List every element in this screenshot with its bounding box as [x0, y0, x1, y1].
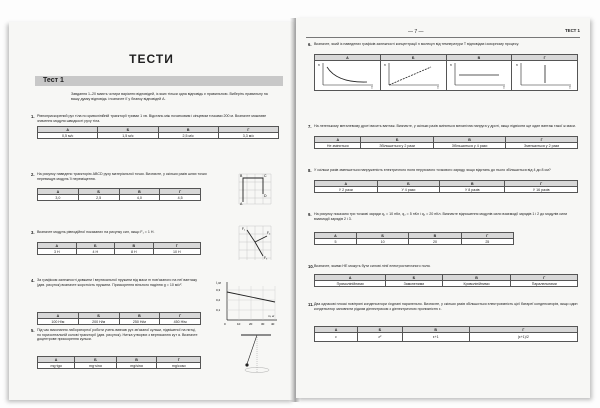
question-number: 5. [31, 328, 35, 333]
option-header: Б [76, 243, 115, 249]
answer-cell: 20 [409, 239, 461, 245]
option-header: А [315, 327, 358, 333]
option-header: В [115, 243, 154, 249]
question-number: 2. [31, 172, 35, 177]
spring-graph [215, 278, 281, 328]
option-header: А [315, 137, 361, 143]
answer-table [314, 180, 578, 193]
answer-table [314, 136, 578, 149]
question-text: На рисунку показано три точкові заряди q₁ = 10 нКл, q₂ = 5 нКл і q₃ = 20 нКл. Визначте відношення модулів сили взаємодії зарядів 1 і 2 до модулів сили взаємодії зарядів 2 і 3. [314, 212, 568, 221]
axis-label: T [437, 86, 440, 89]
answer-cell: У 4 рази [377, 187, 440, 193]
answer-cell: ε+1 [402, 333, 469, 342]
page-number: — 7 — [408, 29, 424, 35]
option-header: В [440, 181, 505, 187]
graph-d [515, 61, 575, 89]
question-text: Під час виконання лабораторної роботи учень вивчав рух зв'язаної кульки, підвішеної на нитці, по горизонтальній колові траєкторії (див. рисунок). Нитка утворює з вертикаллю кут α. Визначте доцентрове прискорення кульки. [37, 328, 198, 342]
answer-cell: 4,0 [119, 195, 160, 201]
axis-label: n [384, 63, 386, 67]
axis-label: n [449, 63, 452, 67]
answer-cell: 0,5 м/с [38, 133, 98, 139]
tick-label: 0,2 [216, 298, 221, 302]
test-label: Тест 1 [43, 77, 64, 84]
answer-table [37, 312, 201, 325]
answer-cell: 250 Н/м [119, 319, 160, 325]
answer-cell: Зменшиться у 2 рази [506, 143, 578, 149]
option-header: Г [505, 181, 578, 187]
option-header: Б [361, 137, 433, 143]
answer-cell: mg/sinα [116, 363, 157, 369]
question-number: 9. [308, 212, 312, 217]
option-header: Б [380, 55, 446, 61]
option-header: Б [98, 127, 158, 133]
option-header: Б [356, 233, 408, 239]
answer-cell: mg/cosα [157, 363, 201, 369]
answer-cell: 4,5 [160, 195, 201, 201]
answer-cell: 3 Н [38, 249, 77, 255]
answer-cell: Не зміниться [315, 143, 361, 149]
option-header: В [116, 357, 157, 363]
answer-table [37, 242, 201, 255]
question-text: Два однакові плоскі повітряні конденсатори з'єднані паралельно. Визначте, у скільки разів збільшиться електроємність цієї батареї конденсаторів, якщо один конденсатор заповнити рідким діелектриком з діелектричною проникністю ε. [314, 302, 578, 311]
answer-cell: 1,5 м/с [98, 133, 158, 139]
answer-cell: ε² [358, 333, 403, 342]
question-text: На рисунку наведено траєкторію ABCD руху матеріальної точки. Визначте, у скільки разів шлях точки перевищує модуль її переміщення. [37, 172, 207, 181]
tick-label: 20 [249, 322, 253, 326]
tick-label: 0 [224, 322, 226, 326]
option-header: В [446, 55, 512, 61]
answer-cell: 5 [315, 239, 357, 245]
option-header: В [119, 189, 160, 195]
option-header: Г [512, 55, 578, 61]
option-header: Г [160, 189, 201, 195]
axis-label: T [371, 86, 374, 89]
option-header: В [433, 137, 505, 143]
tick-label: 30 [261, 322, 265, 326]
answer-table [314, 274, 578, 287]
axis-label: T [568, 86, 571, 89]
answer-cell: Замкненими [386, 281, 442, 287]
answer-cell: Збільшиться у 2 рази [361, 143, 433, 149]
tick-label: 10 [237, 322, 241, 326]
question-number: 1. [31, 114, 35, 119]
answer-cell: Прямолінійними [315, 281, 386, 287]
answer-cell: У 16 разів [505, 187, 578, 193]
forces-figure [237, 224, 275, 262]
option-header: А [38, 127, 98, 133]
option-header: В [402, 327, 469, 333]
point-label: D [264, 194, 267, 198]
option-header: В [119, 313, 160, 319]
question-text: У скільки разів зменшиться напруженість електричного поля нерухомого точкового заряду, якщо відстань до нього збільшиться від 4 до 8 см? [314, 168, 551, 172]
answer-cell: (ε+1)/2 [469, 333, 577, 342]
force-label: F₃ [264, 256, 268, 260]
answer-cell: Паралельними [511, 281, 578, 287]
point-label: B [240, 174, 243, 178]
answer-table [37, 126, 279, 139]
question-number: 3. [31, 230, 35, 235]
answer-cell: 2,5 [78, 195, 119, 201]
question-number: 6. [308, 42, 312, 47]
option-header: Г [218, 127, 278, 133]
graph-c [449, 61, 509, 89]
option-header: А [315, 181, 378, 187]
answer-cell: 25 [461, 239, 513, 245]
answer-cell: 200 Н/м [78, 319, 119, 325]
option-header: Г [469, 327, 577, 333]
option-header: В [158, 127, 218, 133]
answer-table [314, 232, 514, 245]
answer-cell: 10 [356, 239, 408, 245]
axis-label: T [502, 86, 505, 89]
answer-table [314, 54, 578, 91]
test-heading-bar [35, 76, 283, 86]
point-label: A [240, 202, 243, 206]
graph-a [317, 61, 377, 89]
answer-cell: mg·sinα [75, 363, 116, 369]
graph-cell [380, 61, 446, 91]
option-header: А [315, 275, 386, 281]
answer-cell: ε [315, 333, 358, 342]
answer-cell: Криволінійними [442, 281, 511, 287]
option-header: А [315, 55, 381, 61]
option-header: А [38, 243, 77, 249]
answer-cell: 10 Н [153, 249, 201, 255]
option-header: Г [153, 243, 201, 249]
answer-cell: 4 Н [76, 249, 115, 255]
running-head: ТЕСТ 1 [564, 28, 580, 33]
instructions-text: Завдання 1–20 мають чотири варіанти відповідей, із яких тільки одна відповідь є правильною. Виберіть правильну на вашу думку відповідь і позначте її у бланку відповідей А. [71, 92, 268, 101]
option-header: Г [160, 313, 201, 319]
tick-label: 0,1 [216, 308, 221, 312]
graph-cell [315, 61, 381, 91]
answer-cell: mg·tgα [38, 363, 75, 369]
answer-cell: 450 Н/м [160, 319, 201, 325]
question-number: 7. [308, 124, 312, 129]
option-header: Б [75, 357, 116, 363]
question-text: Визначте, який із наведених графіків залежності концентрації n молекул від температури T відповідає ізохорному процесу. [314, 42, 520, 46]
answer-cell: 100 Н/м [38, 319, 79, 325]
force-label: F₂ [267, 231, 271, 235]
option-header: Г [511, 275, 578, 281]
answer-cell: 3,3 м/с [218, 133, 278, 139]
question-text: Визначте, якими НЕ можуть бути силові лінії електростатичного поля. [314, 264, 431, 268]
header-rule [306, 37, 580, 38]
answer-table [37, 188, 201, 201]
force-label: F₁ [242, 227, 246, 231]
option-header: А [38, 357, 75, 363]
axis-label: l, м [216, 281, 221, 285]
left-page [9, 22, 294, 400]
axis-label: n [318, 63, 321, 67]
point-label: C [264, 174, 267, 178]
answer-cell: У 2 рази [315, 187, 378, 193]
question-number: 4. [31, 278, 35, 283]
trajectory-figure [237, 172, 273, 206]
answer-cell: 8 Н [115, 249, 154, 255]
option-header: А [315, 233, 357, 239]
question-text: На легенькому металевому дроті висить вантаж. Визначте, у скільки разів зміниться механічна напруга у дроті, якщо підвісити ще один вантаж такої ж маси. [314, 124, 576, 128]
option-header: Г [461, 233, 513, 239]
option-header: Б [386, 275, 442, 281]
answer-cell: Збільшиться у 4 рази [433, 143, 505, 149]
option-header: Б [377, 181, 440, 187]
option-header: Г [506, 137, 578, 143]
option-header: Б [358, 327, 403, 333]
question-text: Визначте модуль рівнодійної показаних на рисунку сил, якщо F₁ = 1 Н. [37, 230, 155, 234]
answer-cell: 2,5 м/с [158, 133, 218, 139]
axis-label: m, кг [268, 314, 275, 318]
question-number: 11. [308, 302, 314, 307]
page-title: ТЕСТИ [129, 52, 174, 66]
tick-label: 40 [271, 322, 275, 326]
option-header: Г [157, 357, 201, 363]
graph-cell [512, 61, 578, 91]
question-text: За графіком залежності довжини l вертикальної пружини від маси m пов'язаного на неї вантажу (див. рисунок) визначте жорсткість пружини. Прискорення вільного падіння g = 10 м/с². [37, 278, 198, 287]
graph-cell [446, 61, 512, 91]
pendulum-figure [237, 332, 277, 376]
option-header: В [442, 275, 511, 281]
question-text: Рівноприскорений рух тіла по криволінійній траєкторії триває 1 хв. Відстань між початковим і кінцевим точками 200 м. Визначте можливе значення модуля швидкості руху тіла. [37, 114, 267, 123]
option-header: А [38, 313, 79, 319]
answer-table [37, 356, 201, 369]
option-header: А [38, 189, 79, 195]
right-page [296, 18, 590, 398]
option-header: В [409, 233, 461, 239]
answer-cell: У 8 разів [440, 187, 505, 193]
axis-label: n [515, 63, 518, 67]
question-number: 10. [308, 264, 314, 269]
answer-cell: 3,0 [38, 195, 79, 201]
tick-label: 0,3 [216, 288, 221, 292]
option-header: Б [78, 313, 119, 319]
option-header: Б [78, 189, 119, 195]
question-number: 8. [308, 168, 312, 173]
graph-b [383, 61, 443, 89]
answer-table [314, 326, 578, 342]
